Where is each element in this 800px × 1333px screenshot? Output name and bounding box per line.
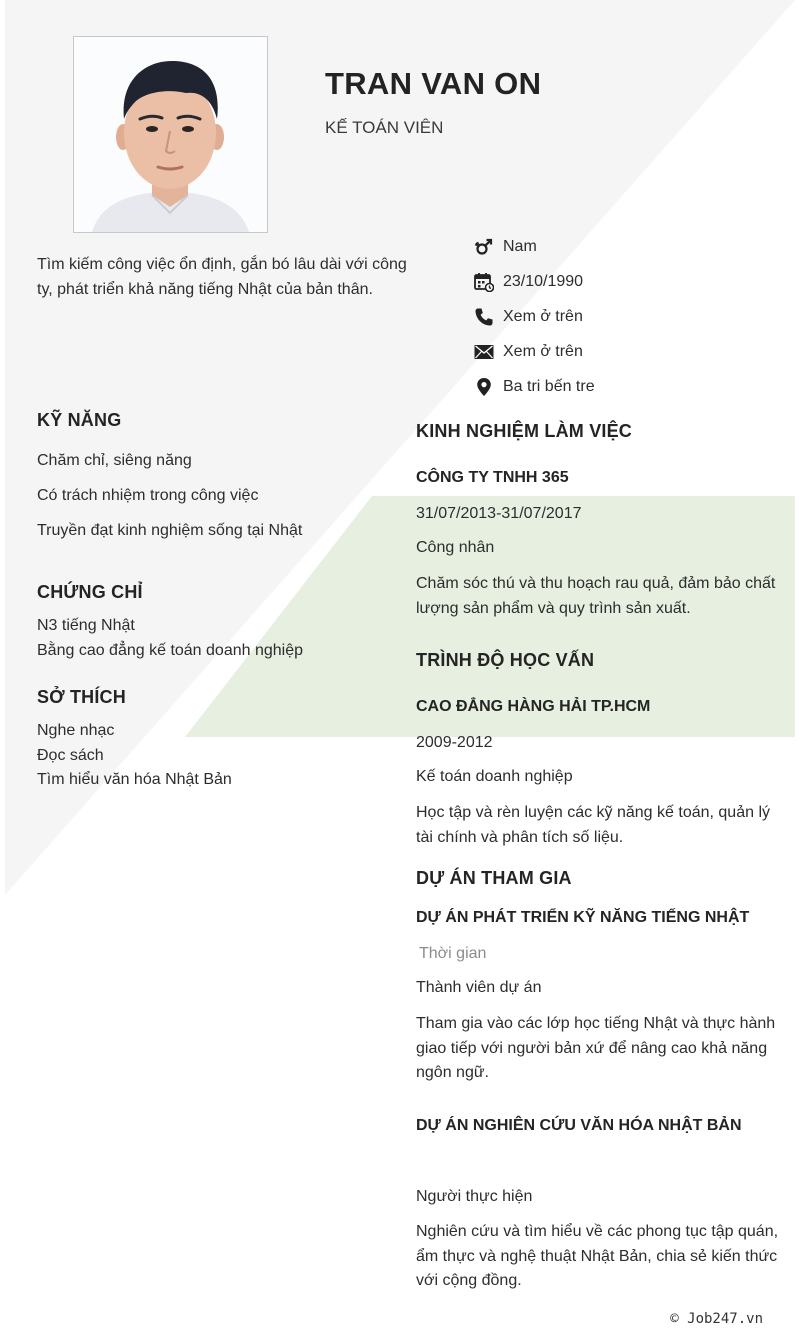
certificates-heading: CHỨNG CHỈ [37,582,143,602]
project-description: Nghiên cứu và tìm hiểu về các phong tục tập quán, ẩm thực và nghệ thuật Nhật Bản, chia sẻ kiến thức với cộng đồng. [416,1223,779,1289]
experience-description: Chăm sóc thú và thu hoạch rau quả, đảm bảo chất lượng sản phẩm và quy trình sản xuất. [416,575,776,617]
birthdate-value: 23/10/1990 [503,273,584,291]
calendar-icon [473,272,494,293]
project-description: Tham gia vào các lớp học tiếng Nhật và thực hành giao tiếp với người bản xứ để nâng cao khả năng ngôn ngữ. [416,1015,776,1081]
projects-heading: DỰ ÁN THAM GIA [416,868,572,888]
contact-phone [473,300,773,335]
hobby-item: Tìm hiểu văn hóa Nhật Bản [37,771,232,788]
envelope-icon [473,341,494,362]
education-major: Kế toán doanh nghiệp [416,768,573,785]
skill-item: Có trách nhiệm trong công việc [37,487,259,504]
phone-value: Xem ở trên [503,307,583,325]
candidate-name: TRAN VAN ON [325,66,542,101]
contact-address [473,369,773,404]
experience-period: 31/07/2013-31/07/2017 [416,505,582,522]
education-heading: TRÌNH ĐỘ HỌC VẤN [416,650,595,670]
career-objective: Tìm kiếm công việc ổn định, gắn bó lâu dài với công ty, phát triển khả năng tiếng Nhật của bản thân. [37,256,407,298]
certificate-item: Bằng cao đẳng kế toán doanh nghiệp [37,642,304,659]
email-value: Xem ở trên [503,342,583,360]
profile-photo [73,36,268,233]
contact-gender [473,230,773,265]
project-role: Thành viên dự án [416,979,542,996]
hobby-item: Nghe nhạc [37,722,115,739]
education-period: 2009-2012 [416,734,493,751]
candidate-title: KẾ TOÁN VIÊN [325,118,444,137]
contact-birthdate [473,265,773,300]
hobby-item: Đọc sách [37,747,104,764]
gender-icon [473,237,494,258]
certificate-item: N3 tiếng Nhật [37,617,135,634]
experience-position: Công nhân [416,539,495,556]
hobbies-heading: SỞ THÍCH [37,687,126,707]
project-role: Người thực hiện [416,1188,533,1205]
location-pin-icon [473,376,494,397]
phone-icon [473,306,494,327]
experience-heading: KINH NGHIỆM LÀM VIỆC [416,421,633,441]
education-school: CAO ĐẲNG HÀNG HẢI TP.HCM [416,698,651,715]
education-description: Học tập và rèn luyện các kỹ năng kế toán, quản lý tài chính và phân tích số liệu. [416,804,770,846]
project-name: DỰ ÁN PHÁT TRIỂN KỸ NĂNG TIẾNG NHẬT [416,909,750,926]
project-name: DỰ ÁN NGHIÊN CỨU VĂN HÓA NHẬT BẢN [416,1117,742,1134]
project-time: Thời gian [419,945,487,962]
experience-company: CÔNG TY TNHH 365 [416,469,569,486]
address-value: Ba tri bến tre [503,377,595,395]
footer-copyright: © Job247.vn [670,1311,763,1327]
contact-list [473,230,773,404]
skills-heading: KỸ NĂNG [37,410,122,430]
skill-item: Truyền đạt kinh nghiệm sống tại Nhật [37,522,303,539]
contact-email [473,334,773,369]
skill-item: Chăm chỉ, siêng năng [37,452,192,469]
gender-value: Nam [503,238,537,256]
